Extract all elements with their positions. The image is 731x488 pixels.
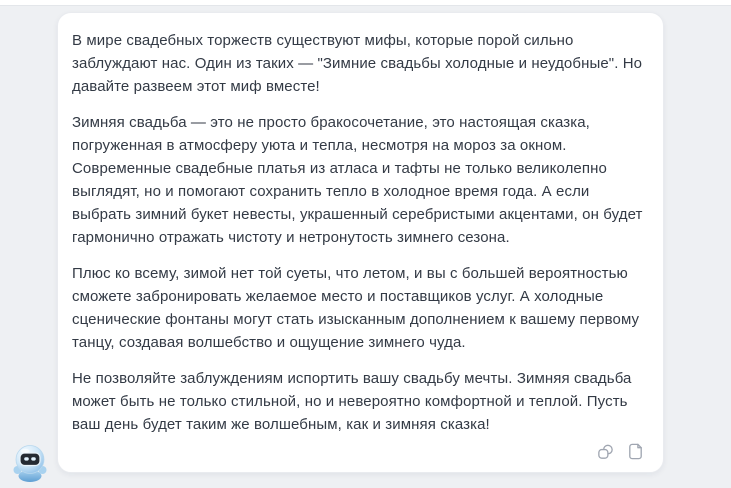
message-paragraph-2: Зимняя свадьба — это не просто бракосочетание, это настоящая сказка, погруженная в атмосферу уюта и тепла, несмотря на мороз за окном. Современные свадебные платья из атласа и тафты не только великолепно выглядят, но и помогают сохранить тепло в холодное время года. А если выбрать зимний букет невесты, украшенный серебристыми акцентами, он будет гармонично отражать чистоту и нетронутость зимнего сезона.: [72, 114, 643, 246]
chat-area: [0, 6, 731, 473]
message-paragraph-4: Не позволяйте заблуждениям испортить вашу свадьбу мечты. Зимняя свадьба может быть не только стильной, но и невероятно комфортной и теплой. Пусть ваш день будет таким же волшебным, как и зимняя сказка!: [72, 370, 632, 433]
message-paragraph-3: Плюс ко всему, зимой нет той суеты, что летом, и вы с большей вероятностью сможете забронировать желаемое место и поставщиков услуг. А холодные сценические фонтаны могут стать изысканным дополнением к вашему первому танцу, создавая волшебство и ощущение зимнего чуда.: [72, 265, 640, 351]
message-actions: [72, 440, 645, 462]
bot-message-bubble: [57, 12, 664, 473]
robot-avatar-icon: [10, 443, 50, 483]
copy-button[interactable]: [595, 441, 615, 461]
document-icon: [626, 442, 645, 461]
copy-icon: [596, 442, 615, 461]
document-button[interactable]: [625, 441, 645, 461]
bot-avatar: [10, 443, 50, 483]
bot-message-row: [0, 12, 731, 473]
message-paragraph-1: В мире свадебных торжеств существуют мифы, которые порой сильно заблуждают нас. Один из таких — "Зимние свадьбы холодные и неудобные". Но давайте развеем этот миф вместе!: [72, 32, 643, 95]
